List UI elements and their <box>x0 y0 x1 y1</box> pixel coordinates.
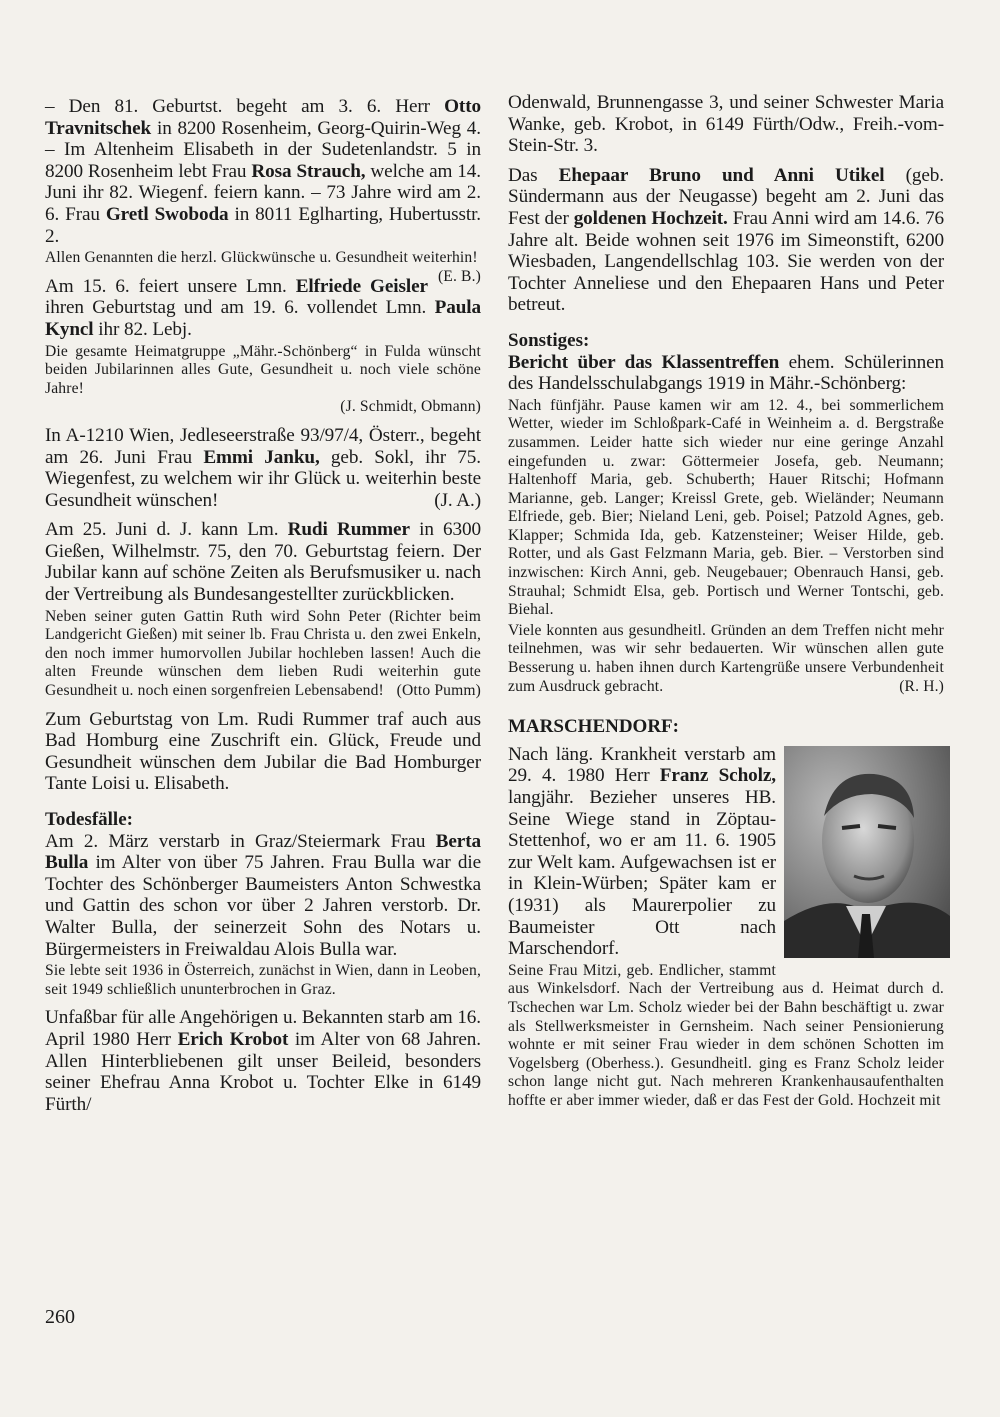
text-run: Am 15. 6. feiert unsere Lmn. <box>45 275 296 297</box>
note-paragraph <box>45 343 481 417</box>
text-run: (geb. Sündermann aus der Neugasse) begeht am 2. Juni das Fest der <box>508 164 944 229</box>
article-paragraph <box>508 165 944 316</box>
author-signature: (J. Schmidt, Obmann) <box>340 398 481 416</box>
note-paragraph <box>508 622 944 696</box>
text-run: Viele konnten aus gesundheitl. Gründen an dem Treffen nicht mehr teilnehmen, was wir sehr bedauerten. Wir wünschen allen gute Besserung u. haben ihnen durch Kartengrüße unsere Verbundenheit zum Ausdruck gebracht. <box>508 621 944 695</box>
article-paragraph <box>45 709 481 795</box>
section-heading <box>45 809 481 831</box>
text-run: Die gesamte Heimatgruppe „Mähr.-Schönberg“ in Fulda wünscht beiden Jubilarinnen alles Gute, Gesundheit u. noch viele schöne Jahre! <box>45 342 481 397</box>
right-column <box>508 92 944 1119</box>
text-run: Neben seiner guten Gattin Ruth wird Sohn Peter (Richter beim Landgericht Gießen) mit seiner lb. Frau Christa u. den zwei Enkeln, den noch immer humorvollen Jubilar hochleben lassen! Auch die alten Freunde wünschen dem lieben Rudi weiterhin gute Gesundheit u. noch einen sorgenfreien Lebensabend! <box>45 607 481 700</box>
text-run: Das <box>508 164 559 186</box>
article-paragraph <box>45 276 481 341</box>
bold-name: Otto Travnitschek <box>45 96 481 139</box>
text-run: geb. Sokl, ihr 75. Wiegenfest, zu welchem wir ihr Glück u. weiterhin beste Gesundheit wünschen! <box>45 446 481 511</box>
text-run: Allen Genannten die herzl. Glückwünsche u. Gesundheit weiterhin! <box>45 249 478 267</box>
text-run: Zum Geburtstag von Lm. Rudi Rummer traf auch aus Bad Homburg eine Zuschrift ein. Glück, Freude und Gesundheit wünschen dem Jubilar die Bad Homburger Tante Loisi u. Elisabeth. <box>45 708 481 795</box>
text-run: welche am 14. Juni ihr 82. Wiegenf. feiern kann. – 73 Jahre wird am 2. 6. Frau <box>45 160 481 225</box>
author-signature: (E. B.) <box>437 267 481 285</box>
note-paragraph <box>45 962 481 999</box>
text-run: Nach fünfjähr. Pause kamen wir am 12. 4., bei sommerlichem Wetter, wieder im Schloßpark-Café in Weinheim a. d. Bergstraße zusammen. Leider hatte sich wieder nur eine geringe Anzahl eingefunden u. zwar: Göttermeier Josefa, geb. Neumann; Haltenhoff Maria, geb. Schuberth; Hauer Ritschi; Hofmann Marianne, geb. Langer; Kreissl Grete, geb. Wieländer; Neumann Elfriede, geb. Bier; Nieland Leni, geb. Poisel; Patzold Agnes, geb. Klapper; Schmida Ida, geb. Katzensteiner; Weiser Hilde, geb. Rotter, und als Gast Felzmann Maria, geb. Bier. – Verstorben sind inzwischen: Kirch Anni, geb. Neugebauer; Obenrauch Hansi, geb. Strauhal; Schmidt Elsa, geb. Portisch und Werner Tontschi, geb. Biehal. <box>508 396 944 619</box>
page-number: 260 <box>45 1306 75 1328</box>
text-run: Am 25. Juni d. J. kann Lm. <box>45 519 288 541</box>
bold-name: Paula Kyncl <box>45 297 481 340</box>
bold-name: goldenen Hochzeit. <box>573 207 728 229</box>
bold-name: Rudi Rummer <box>287 519 410 541</box>
note-paragraph <box>508 962 944 1111</box>
author-signature: (R. H.) <box>899 677 944 695</box>
text-run: Sie lebte seit 1936 in Österreich, zunächst in Wien, dann in Leoben, seit 1949 schließlich ununterbrochen in Graz. <box>45 962 481 998</box>
text-run: in 6300 Gießen, Wilhelmstr. 75, den 70. Geburtstag feiern. Der Jubilar kann auf schöne Zeiten als Berufsmusiker u. nach der Vertreibung als Bundesangestellter zurückblicken. <box>45 519 481 606</box>
text-run: – Den 81. Geburtst. begeht am 3. 6. Herr <box>45 96 445 117</box>
text-run: in 8011 Eglharting, Hubertusstr. 2. <box>45 203 481 247</box>
text-run: In A-1210 Wien, Jedleseerstraße 93/97/4, Österr., begeht am 26. Juni Frau <box>45 424 481 468</box>
text-run: Frau Anni wird am 14.6. 76 Jahre alt. Beide wohnen seit 1976 im Simeonstift, 6200 Wiesbaden, Langendellschlag 103. Sie werden von der Tochter Anneliese und den Ehepaaren Hans und Peter betreut. <box>508 207 944 316</box>
text-run: Odenwald, Brunnengasse 3, und seiner Schwester Maria Wanke, geb. Krobot, in 6149 Fürth/Odw., Freih.-vom-Stein-Str. 3. <box>508 92 944 157</box>
bold-name: Emmi Janku, <box>203 446 320 468</box>
text-run: MARSCHENDORF: <box>508 716 679 738</box>
text-run: Todesfälle: <box>45 809 133 830</box>
text-run: im Alter von über 75 Jahren. Frau Bulla war die Tochter des Schönberger Baumeisters Anton Schwestka und Gattin des schon vor über 2 Jahren verstorb. Dr. Walter Bulla, der seinerzeit Sohn des Notars u. Bürgermeisters in Freiwaldau Alois Bulla war. <box>45 852 481 960</box>
note-paragraph <box>45 249 481 285</box>
text-run: in 8200 Rosenheim, Georg-Quirin-Weg 4. – Im Altenheim Elisabeth in der Sudetenlandstr. 5 in 8200 Rosenheim lebt Frau <box>45 117 481 182</box>
bold-name: Bericht über das Klassentreffen <box>508 351 780 373</box>
article-paragraph <box>508 744 944 960</box>
text-run: ihr 82. Lebj. <box>93 318 192 340</box>
author-signature: (J. A.) <box>434 489 481 511</box>
bold-name: Elfriede Geisler <box>295 275 428 297</box>
bold-name: Erich Krobot <box>177 1028 289 1050</box>
text-run: Nach läng. Krankheit verstarb am 29. 4. 1980 Herr <box>508 743 776 787</box>
note-paragraph <box>45 608 481 701</box>
bold-name: Gretl Swoboda <box>105 203 229 225</box>
bold-name: Berta Bulla <box>45 830 481 874</box>
left-column <box>45 96 481 1123</box>
bold-name: Franz Scholz, <box>659 765 776 787</box>
article-paragraph <box>508 92 944 157</box>
text-run: langjähr. Bezieher unseres HB. Seine Wiege stand in Zöptau-Stettenhof, wo er am 11. 6. 1905 zur Welt kam. Aufgewachsen ist er in Klein-Würben; Später kam er (1931) als Maurerpolier zu Baumeister Ott nach Marschendorf. <box>508 787 776 960</box>
text-run: ihren Geburtstag und am 19. 6. vollendet Lmn. <box>45 297 435 319</box>
section-heading <box>508 330 944 352</box>
note-paragraph <box>508 397 944 620</box>
text-run: Seine Frau Mitzi, geb. Endlicher, stammt aus Winkelsdorf. Nach der Vertreibung aus d. Heimat durch d. Tschechen war Lm. Scholz wieder bei der Bahn beschäftigt u. zwar als Stellwerksmeister in Gernsheim. Nach seiner Pensionierung wohnte er mit seiner Frau wieder in dem schönen Schotten im Vogelsberg (Oberhess.). Gesundheitl. ging es Franz Scholz leider schon lange nicht gut. Nach mehreren Krankenhausaufenthalten hoffte er aber immer wieder, daß er das Fest der Gold. Hochzeit mit <box>508 961 944 1109</box>
article-paragraph <box>45 96 481 247</box>
article-paragraph <box>45 519 481 605</box>
article-paragraph <box>508 352 944 395</box>
text-run: im Alter von 68 Jahren. Allen Hinterbliebenen gilt unser Beileid, besonders seiner Ehefrau Anna Krobot u. Tochter Elke in 6149 Fürth/ <box>45 1028 481 1115</box>
text-run: ehem. Schülerinnen des Handelsschulabgangs 1919 in Mähr.-Schönberg: <box>508 351 944 395</box>
article-paragraph <box>45 425 481 511</box>
article-paragraph <box>45 831 481 961</box>
text-run: Sonstiges: <box>508 329 590 351</box>
portrait-photo <box>784 746 950 958</box>
author-signature: (Otto Pumm) <box>396 682 481 700</box>
text-run: Am 2. März verstarb in Graz/Steiermark Frau <box>45 830 436 852</box>
article-paragraph <box>45 1007 481 1115</box>
text-run: Unfaßbar für alle Angehörigen u. Bekannten starb am 16. April 1980 Herr <box>45 1007 481 1050</box>
section-heading <box>508 716 944 738</box>
bold-name: Ehepaar Bruno und Anni Utikel <box>558 164 885 186</box>
bold-name: Rosa Strauch, <box>251 160 366 182</box>
